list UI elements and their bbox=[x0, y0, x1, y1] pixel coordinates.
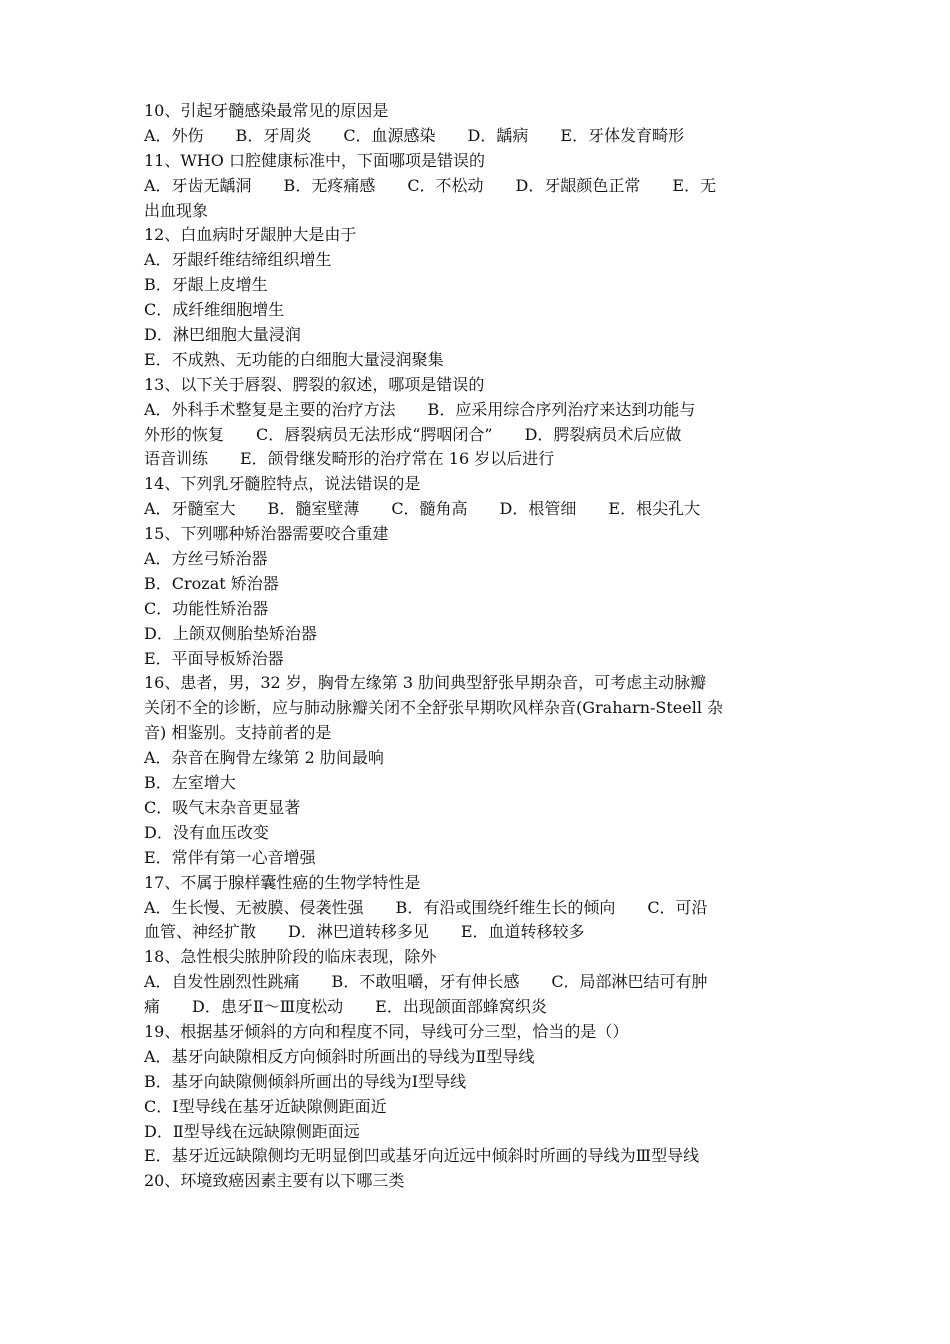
question-15-option-a: A．方丝弓矫治器 bbox=[144, 549, 268, 569]
question-16-option-b: B．左室增大 bbox=[144, 773, 236, 793]
question-12-option-a: A．牙龈纤维结缔组织增生 bbox=[144, 250, 332, 270]
question-10-stem: 10、引起牙髓感染最常见的原因是 bbox=[144, 101, 389, 120]
question-12-option-c: C．成纤维细胞增生 bbox=[144, 300, 285, 320]
question-13-options-3: 语音训练 E．颌骨继发畸形的治疗常在 16 岁以后进行 bbox=[144, 449, 555, 469]
question-20-stem: 20、环境致癌因素主要有以下哪三类 bbox=[144, 1171, 405, 1191]
question-16-option-c: C．吸气末杂音更显著 bbox=[144, 797, 301, 817]
question-10-options: A．外伤 B．牙周炎 C．血源感染 D．龋病 E．牙体发育畸形 bbox=[144, 125, 685, 145]
question-18-options-2: 痛 D．患牙Ⅱ～Ⅲ度松动 E．出现颌面部蜂窝织炎 bbox=[144, 997, 547, 1017]
question-16-option-e: E．常伴有第一心音增强 bbox=[144, 847, 316, 867]
question-12-option-d: D．淋巴细胞大量浸润 bbox=[144, 325, 301, 345]
question-16-option-d: D．没有血压改变 bbox=[144, 822, 269, 842]
question-13-options-2: 外形的恢复 C．唇裂病员无法形成“腭咽闭合” D．腭裂病员术后应做 bbox=[144, 424, 682, 444]
question-19-option-e: E．基牙近远缺隙侧均无明显倒凹或基牙向近远中倾斜时所画的导线为Ⅲ型导线 bbox=[144, 1146, 700, 1166]
question-19-stem: 19、根据基牙倾斜的方向和程度不同，导线可分三型，恰当的是（） bbox=[144, 1021, 629, 1041]
question-16-stem-3: 音) 相鉴别。支持前者的是 bbox=[144, 723, 332, 743]
question-15-option-b: B．Crozat 矫治器 bbox=[144, 573, 279, 593]
question-19-option-d: D．Ⅱ型导线在远缺隙侧距面远 bbox=[144, 1121, 360, 1141]
question-16-stem-2: 关闭不全的诊断，应与肺动脉瓣关闭不全舒张早期吹风样杂音(Graharn-Steell 杂 bbox=[144, 698, 724, 718]
question-19-option-a: A．基牙向缺隙相反方向倾斜时所画出的导线为Ⅱ型导线 bbox=[144, 1046, 535, 1066]
question-12-option-b: B．牙龈上皮增生 bbox=[144, 275, 268, 295]
question-12-option-e: E．不成熟、无功能的白细胞大量浸润聚集 bbox=[144, 349, 444, 369]
document-page bbox=[144, 99, 808, 1194]
question-14-stem: 14、下列乳牙髓腔特点，说法错误的是 bbox=[144, 474, 421, 494]
question-18-options-1: A．自发性剧烈性跳痛 B．不敢咀嚼，牙有伸长感 C．局部淋巴结可有肿 bbox=[144, 972, 708, 992]
question-15-option-d: D．上颌双侧胎垫矫治器 bbox=[144, 623, 317, 643]
question-17-options-2: 血管、神经扩散 D．淋巴道转移多见 E．血道转移较多 bbox=[144, 922, 585, 942]
question-19-option-b: B．基牙向缺隙侧倾斜所画出的导线为Ⅰ型导线 bbox=[144, 1071, 467, 1091]
question-15-stem: 15、下列哪种矫治器需要咬合重建 bbox=[144, 524, 389, 544]
question-17-stem: 17、不属于腺样囊性癌的生物学特性是 bbox=[144, 872, 421, 892]
question-16-stem-1: 16、患者，男，32 岁，胸骨左缘第 3 肋间典型舒张早期杂音，可考虑主动脉瓣 bbox=[144, 673, 707, 693]
question-16-option-a: A．杂音在胸骨左缘第 2 肋间最响 bbox=[144, 748, 384, 768]
question-15-option-c: C．功能性矫治器 bbox=[144, 598, 269, 618]
question-13-stem: 13、以下关于唇裂、腭裂的叙述，哪项是错误的 bbox=[144, 374, 485, 394]
question-13-options-1: A．外科手术整复是主要的治疗方法 B．应采用综合序列治疗来达到功能与 bbox=[144, 399, 696, 419]
question-14-options: A．牙髓室大 B．髓室壁薄 C．髓角高 D．根管细 E．根尖孔大 bbox=[144, 499, 701, 519]
question-17-options-1: A．生长慢、无被膜、侵袭性强 B．有沿或围绕纤维生长的倾向 C．可沿 bbox=[144, 897, 708, 917]
question-12-stem: 12、白血病时牙龈肿大是由于 bbox=[144, 225, 357, 245]
question-11-stem: 11、WHO 口腔健康标准中，下面哪项是错误的 bbox=[144, 150, 485, 170]
question-18-stem: 18、急性根尖脓肿阶段的临床表现，除外 bbox=[144, 947, 437, 967]
question-11-options-cont: 出血现象 bbox=[144, 200, 209, 220]
question-11-options: A．牙齿无龋洞 B．无疼痛感 C．不松动 D．牙龈颜色正常 E．无 bbox=[144, 175, 717, 195]
question-15-option-e: E．平面导板矫治器 bbox=[144, 648, 284, 668]
question-19-option-c: C．Ⅰ型导线在基牙近缺隙侧距面近 bbox=[144, 1096, 387, 1116]
